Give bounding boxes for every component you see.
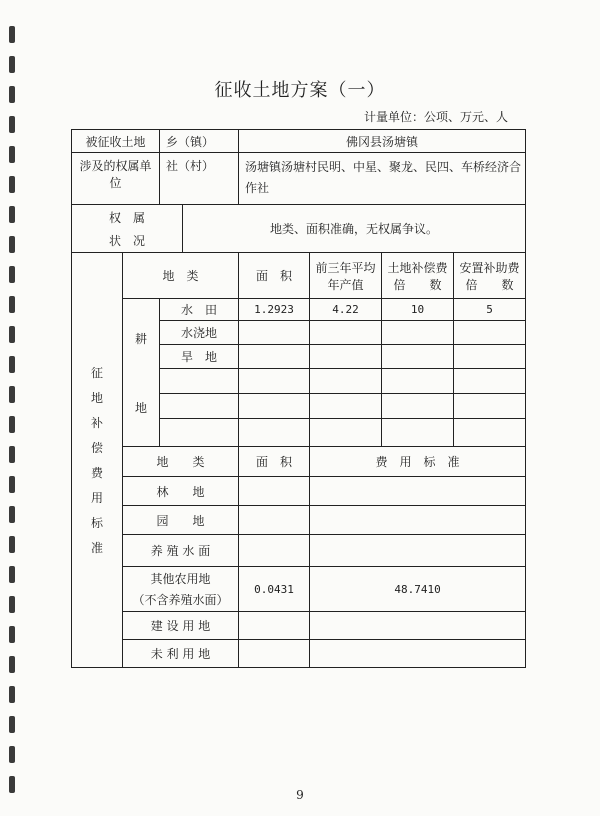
binder-holes [9, 0, 23, 816]
table-cell [239, 535, 310, 567]
other-agri-area: 0.0431 [239, 567, 310, 612]
cultivated-label-top: 耕 [135, 331, 148, 346]
table-cell [310, 612, 526, 640]
header-resettle-l1: 安置补助费 [459, 260, 520, 275]
side-char: 征 [90, 365, 103, 380]
other-agri-fee: 48.7410 [310, 567, 526, 612]
town-label: 乡（镇） [160, 130, 239, 153]
land-expropriation-table [71, 129, 526, 668]
table-cell [382, 345, 454, 369]
header-land-comp [382, 253, 454, 299]
side-char: 标 [90, 515, 103, 530]
table-cell [239, 394, 310, 419]
side-char: 偿 [90, 440, 103, 455]
other-agri-line2: （不含养殖水面） [132, 593, 229, 607]
table-cell [160, 369, 239, 394]
side-char: 费 [90, 465, 103, 480]
table-cell [382, 419, 454, 447]
cultivated-label-bottom: 地 [135, 400, 148, 415]
compensation-side-label [72, 253, 123, 668]
header-land-comp-l1: 土地补偿费 [387, 260, 448, 275]
table-cell [310, 535, 526, 567]
table-cell [454, 321, 526, 345]
cultivated-label [123, 299, 160, 447]
paddy-avg-output: 4.22 [310, 299, 382, 321]
header-area: 面 积 [239, 253, 310, 299]
unit-line: 计量单位：公项、万元、人 [363, 110, 508, 124]
rights-label [72, 205, 183, 253]
paddy-name: 水 田 [160, 299, 239, 321]
aquaculture-name: 养 殖 水 面 [123, 535, 239, 567]
rights-label-line2: 状 况 [109, 233, 146, 248]
other-agri-line1: 其他农用地 [150, 572, 211, 586]
table-cell [310, 321, 382, 345]
rights-label-line1: 权 属 [109, 210, 146, 225]
table-cell [454, 394, 526, 419]
side-char: 地 [90, 390, 103, 405]
other-agri-name [123, 567, 239, 612]
table-cell [239, 612, 310, 640]
header-avg-output [310, 253, 382, 299]
table-cell [310, 345, 382, 369]
unused-name: 未 利 用 地 [123, 640, 239, 668]
table-cell [310, 477, 526, 506]
table-cell [239, 419, 310, 447]
table-cell [239, 506, 310, 535]
table-cell [382, 394, 454, 419]
table-cell [310, 506, 526, 535]
table-cell [310, 419, 382, 447]
forest-name: 林 地 [123, 477, 239, 506]
table-cell [239, 321, 310, 345]
table-cell [239, 640, 310, 668]
page-number: 9 [296, 788, 304, 802]
page-title: 征收土地方案（一） [214, 80, 386, 101]
owner-label-line1: 被征收土地 [72, 130, 160, 153]
garden-name: 园 地 [123, 506, 239, 535]
table-cell [160, 394, 239, 419]
table-cell [310, 369, 382, 394]
table-cell [310, 640, 526, 668]
village-label: 社（村） [160, 153, 239, 205]
header-avg-output-l1: 前三年平均 [315, 260, 376, 275]
construction-name: 建 设 用 地 [123, 612, 239, 640]
table-cell [239, 345, 310, 369]
header-land-comp-l2: 倍 数 [393, 277, 442, 292]
header-avg-output-l2: 年产值 [327, 277, 364, 292]
table-cell [239, 369, 310, 394]
paddy-resettle-multiple: 5 [454, 299, 526, 321]
header2-area: 面 积 [239, 447, 310, 477]
header2-fee-standard: 费 用 标 准 [310, 447, 526, 477]
side-char: 准 [90, 540, 103, 555]
table-cell [239, 477, 310, 506]
side-char: 补 [90, 415, 103, 430]
header-land-type: 地 类 [123, 253, 239, 299]
owner-label-line2: 涉及的权属单位 [72, 153, 160, 205]
paddy-land-multiple: 10 [382, 299, 454, 321]
table-cell [454, 419, 526, 447]
dry-name: 旱 地 [160, 345, 239, 369]
town-value: 佛冈县汤塘镇 [239, 130, 526, 153]
table-cell [454, 345, 526, 369]
header-resettle [454, 253, 526, 299]
table-cell [454, 369, 526, 394]
rights-value: 地类、面积准确，无权属争议。 [183, 205, 526, 253]
header2-land-type: 地 类 [123, 447, 239, 477]
village-value: 汤塘镇汤塘村民明、中星、聚龙、民四、车桥经济合作社 [239, 153, 526, 205]
irrigated-name: 水浇地 [160, 321, 239, 345]
paddy-area: 1.2923 [239, 299, 310, 321]
table-cell [310, 394, 382, 419]
table-cell [382, 369, 454, 394]
table-cell [382, 321, 454, 345]
table-cell [160, 419, 239, 447]
header-resettle-l2: 倍 数 [465, 277, 514, 292]
side-char: 用 [90, 490, 103, 505]
